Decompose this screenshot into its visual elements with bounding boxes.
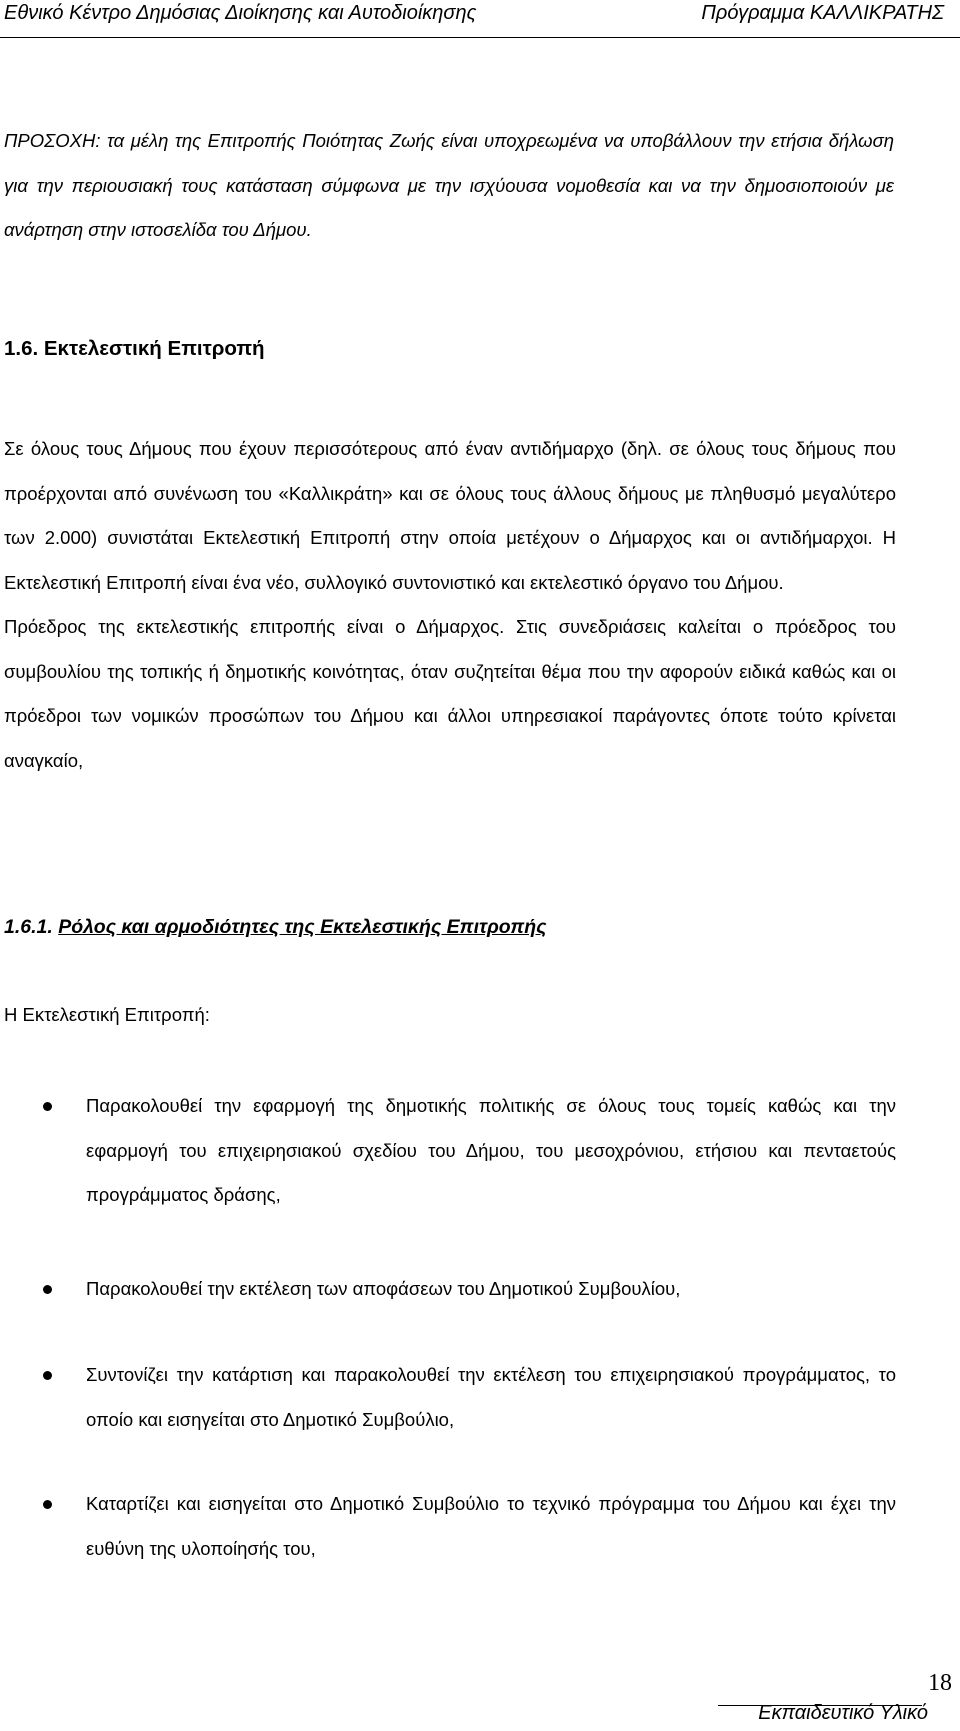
header-organization: Εθνικό Κέντρο Δημόσιας Διοίκησης και Αυτοδιοίκησης xyxy=(4,2,477,24)
subsection-title: Ρόλος και αρμοδιότητες της Εκτελεστικής Επιτροπής xyxy=(58,916,547,938)
list-item-text: Συντονίζει την κατάρτιση και παρακολουθεί την εκτέλεση του επιχειρησιακού προγράμματος, το οποίο και εισηγείται στο Δημοτικό Συμβούλιο, xyxy=(86,1364,896,1430)
list-item-text: Καταρτίζει και εισηγείται στο Δημοτικό Συμβούλιο το τεχνικό πρόγραμμα του Δήμου και έχει την ευθύνη της υλοποίησής του, xyxy=(86,1493,896,1559)
page-header xyxy=(0,0,960,38)
page-number: 18 xyxy=(928,1670,952,1696)
footer-label: Εκπαιδευτικό Υλικό xyxy=(758,1702,928,1724)
list-item-text: Παρακολουθεί την εφαρμογή της δημοτικής πολιτικής σε όλους τους τομείς καθώς και την εφαρμογή του επιχειρησιακού σχεδίου του Δήμου, του μεσοχρόνιου, ετήσιου και πενταετούς προγράμματος δράσης, xyxy=(86,1095,896,1205)
header-program: Πρόγραμμα ΚΑΛΛΙΚΡΑΤΗΣ xyxy=(701,2,944,24)
notice-text: ΠΡΟΣΟΧΗ: τα μέλη της Επιτροπής Ποιότητας Ζωής είναι υποχρεωμένα να υποβάλλουν την ετήσια δήλωση για την περιουσιακή τους κατάσταση σύμφωνα με την ισχύουσα νομοθεσία και να την δημοσιοποιούν με ανάρτηση στην ιστοσελίδα του Δήμου. xyxy=(4,130,894,240)
subsection-heading xyxy=(4,916,547,939)
bullet-icon xyxy=(43,1371,52,1380)
bullet-icon xyxy=(43,1102,52,1111)
bullet-icon xyxy=(43,1500,52,1509)
section-heading: 1.6. Εκτελεστική Επιτροπή xyxy=(4,337,265,360)
section-paragraph-2: Πρόεδρος της εκτελεστικής επιτροπής είναι ο Δήμαρχος. Στις συνεδριάσεις καλείται ο πρόεδρος του συμβουλίου της τοπικής ή δημοτικής κοινότητας, όταν συζητείται θέμα που την αφορούν ειδικά καθώς και οι πρόεδροι των νομικών προσώπων του Δήμου και άλλοι υπηρεσιακοί παράγοντες όποτε τούτο κρίνεται αναγκαίο, xyxy=(4,616,896,771)
section-body xyxy=(4,427,896,783)
bullet-icon xyxy=(43,1285,52,1294)
list-item-text: Παρακολουθεί την εκτέλεση των αποφάσεων του Δημοτικού Συμβουλίου, xyxy=(86,1278,681,1299)
section-paragraph-1: Σε όλους τους Δήμους που έχουν περισσότερους από έναν αντιδήμαρχο (δηλ. σε όλους τους δήμους που προέρχονται από συνένωση του «Καλλικράτη» και σε όλους τους άλλους δήμους με πληθυσμό μεγαλύτερο των 2.000) συνιστάται Εκτελεστική Επιτροπή στην οποία μετέχουν ο Δήμαρχος και οι αντιδήμαρχοι. Η Εκτελεστική Επιτροπή είναι ένα νέο, συλλογικό συντονιστικό και εκτελεστικό όργανο του Δήμου. xyxy=(4,438,896,593)
subsection-number: 1.6.1. xyxy=(4,916,53,938)
subsection-intro: Η Εκτελεστική Επιτροπή: xyxy=(4,1004,210,1025)
notice-paragraph xyxy=(4,119,894,253)
